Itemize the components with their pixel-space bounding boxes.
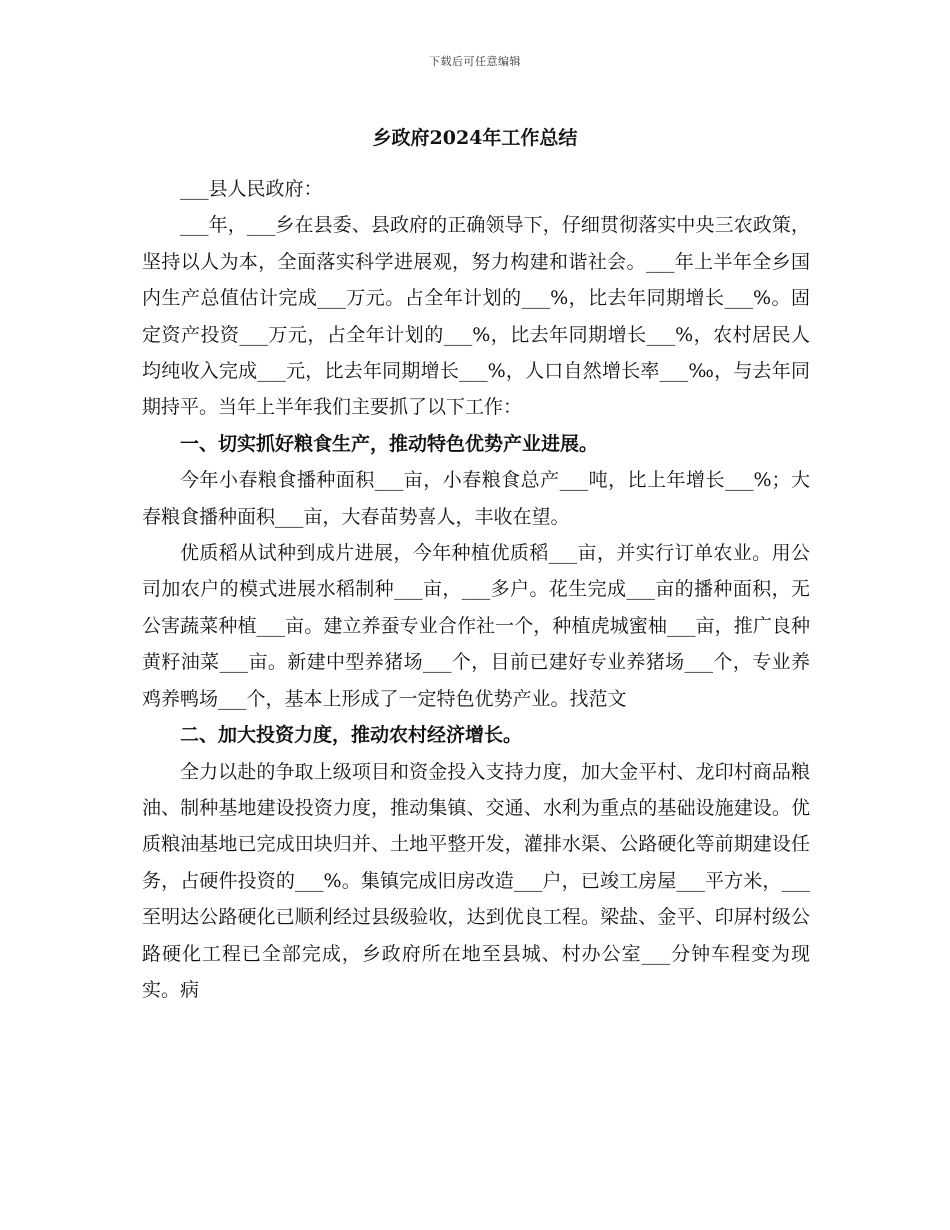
section-heading-2: 二、加大投资力度，推动农村经济增长。: [180, 724, 523, 747]
section-heading-1: 一、切实抓好粮食生产，推动特色优势产业进展。: [180, 432, 599, 455]
body-paragraph: 全力以赴的争取上级项目和资金投入支持力度，加大金平村、龙印村商品粮油、制种基地建设投资力度，推动集镇、交通、水利为重点的基础设施建设。优质粮油基地已完成田块归并、土地平整开发，灌排水渠、公路硬化等前期建设任务，占硬件投资的___%。集镇完成旧房改造___户，已竣工房屋___平方米，___至明达公路硬化已顺利经过县级验收，达到优良工程。梁盐、金平、印屏村级公路硬化工程已全部完成，乡政府所在地至县城、村办公室___分钟车程变为现实。病: [142, 760, 810, 1001]
body-paragraph: 优质稻从试种到成片进展，今年种植优质稻___亩，并实行订单农业。用公司加农户的模式进展水稻制种___亩，___多户。花生完成___亩的播种面积，无公害蔬菜种植___亩。建立养蚕专业合作社一个，种植虎城蜜柚___亩，推广良种黄籽油菜___亩。新建中型养猪场___个，目前已建好专业养猪场___个，专业养鸡养鸭场___个，基本上形成了一定特色优势产业。找范文: [142, 542, 810, 710]
intro-paragraph: ___年，___乡在县委、县政府的正确领导下，仔细贯彻落实中央三农政策，坚持以人为本，全面落实科学进展观，努力构建和谐社会。___年上半年全乡国内生产总值估计完成___万元。占全年计划的___%，比去年同期增长___%。固定资产投资___万元，占全年计划的___%，比去年同期增长___%，农村居民人均纯收入完成___元，比去年同期增长___%，人口自然增长率___‰，与去年同期持平。当年上半年我们主要抓了以下工作：: [142, 214, 810, 419]
body-paragraph: 今年小春粮食播种面积___亩，小春粮食总产___吨，比上年增长___%；大春粮食播种面积___亩，大春苗势喜人，丰收在望。: [142, 469, 810, 528]
document-title: 乡政府2024年工作总结: [372, 127, 578, 149]
salutation: ___县人民政府：: [180, 178, 323, 200]
page-header-note: 下载后可任意编辑: [429, 55, 521, 68]
document-body: [142, 171, 810, 1008]
